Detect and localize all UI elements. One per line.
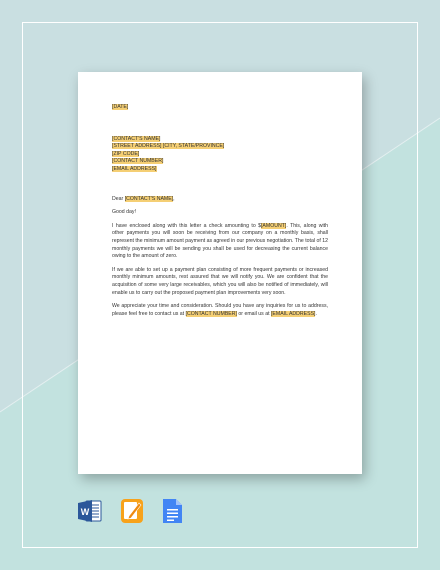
letter-body xyxy=(112,104,328,324)
recipient-email-address: [EMAIL ADDRESS] xyxy=(112,165,157,172)
paragraph-1: I have enclosed along with this letter a check amounting to $[AMOUNT]. This, along with other payments you will soon be receiving from our company on a monthly basis, shall represent the minimum amount payment as agreed in our previous negotiation. The total of 12 monthly payments we will be sending you shall be used for decreasing the current balance owing to the amount of zero. xyxy=(112,222,328,260)
word-icon[interactable] xyxy=(78,497,102,525)
pages-icon[interactable] xyxy=(120,497,144,525)
recipient-contact-name: [CONTACT'S NAME] xyxy=(112,135,161,142)
recipient-contact-number: [CONTACT NUMBER] xyxy=(112,158,164,165)
contact-number-placeholder: [CONTACT NUMBER] xyxy=(185,310,237,317)
svg-text:W: W xyxy=(80,507,90,517)
salutation-name: [CONTACT'S NAME] xyxy=(124,195,174,202)
email-address-placeholder: [EMAIL ADDRESS] xyxy=(270,310,316,317)
format-icons xyxy=(78,497,182,525)
paragraph-2: If we are able to set up a payment plan consisting of more frequent payments or increased monthly minimum amounts, rest assured that we will notify you. We are confident that the acquisition of some very large receivables, which you will also be notified of immediately, will enable us to carry out the proposed payment plan improvements very soon. xyxy=(112,266,328,296)
google-docs-icon[interactable] xyxy=(160,497,184,525)
amount-placeholder: [AMOUNT] xyxy=(260,222,287,229)
recipient-zip-code: [ZIP CODE] xyxy=(112,150,140,157)
paragraph-3: We appreciate your time and consideration. Should you have any inquiries for us to address, please feel free to contact us at [CONTACT NUMBER] or email us at [EMAIL ADDRESS]. xyxy=(112,303,328,317)
date-placeholder: [DATE] xyxy=(112,104,129,110)
recipient-street-address: [STREET ADDRESS] [CITY, STATE/PROVINCE] xyxy=(112,143,225,150)
salutation: Dear [CONTACT'S NAME], xyxy=(112,195,175,202)
greeting: Good day! xyxy=(112,209,136,216)
letter-page xyxy=(78,72,362,474)
